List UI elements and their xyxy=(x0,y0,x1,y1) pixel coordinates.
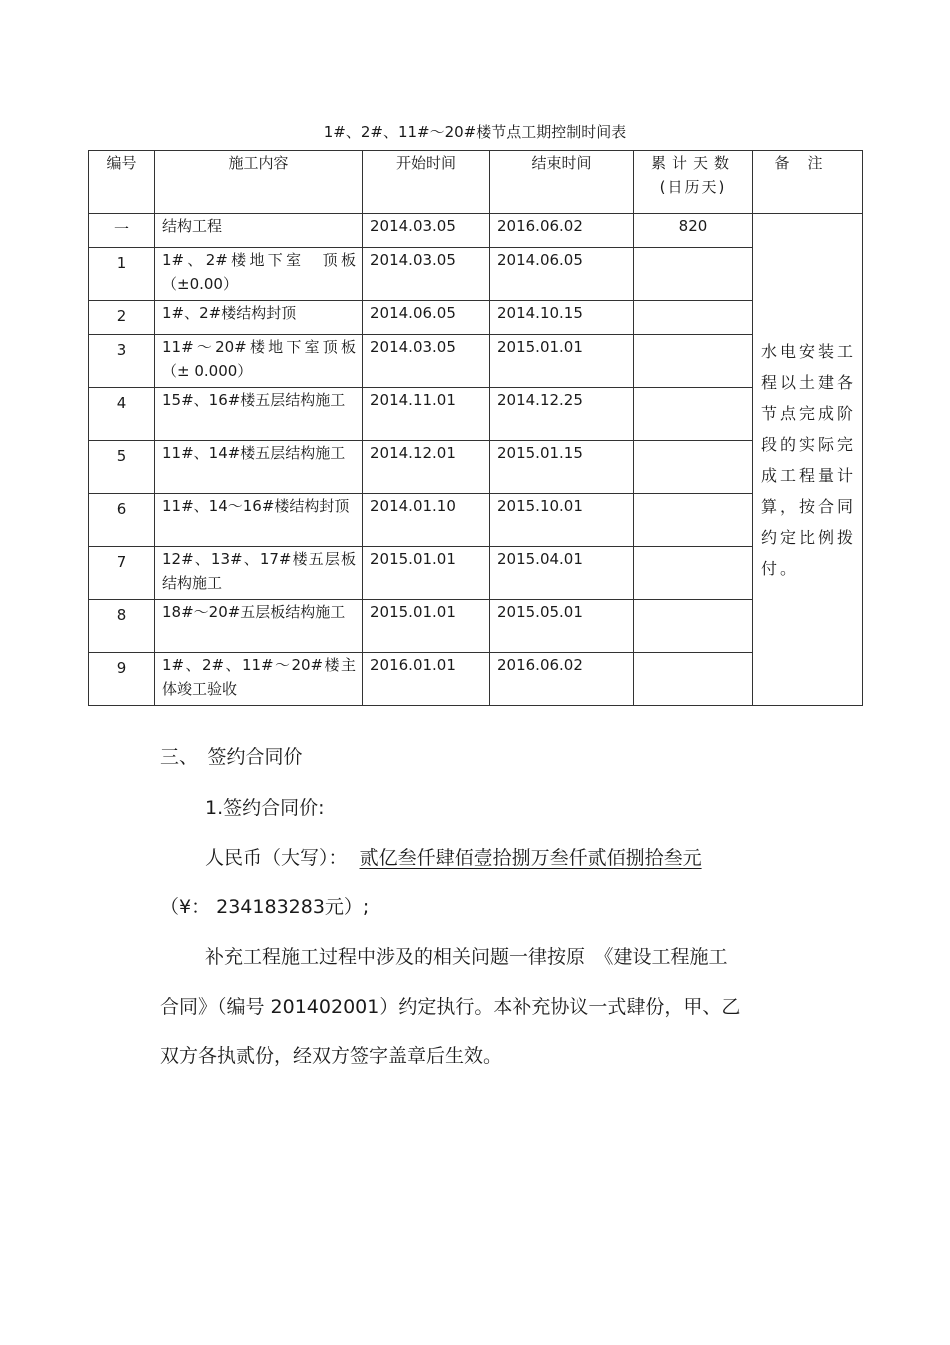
rmb-amount-in-words: 贰亿叁仟肆佰壹拾捌万叁仟贰佰捌拾叁元 xyxy=(359,847,702,869)
note-cell: 水电安装工程以土建各节点完成阶段的实际完成工程量计算，按合同约定比例拨付。 xyxy=(753,214,863,706)
rmb-line xyxy=(205,845,702,871)
section-heading: 三、 签约合同价 xyxy=(160,746,303,768)
row-no: 4 xyxy=(89,388,155,441)
row-no: 5 xyxy=(89,441,155,494)
row-end: 2016.06.02 xyxy=(490,653,634,706)
header-task: 施工内容 xyxy=(155,151,363,214)
table-row xyxy=(89,547,863,600)
row-start: 2015.01.01 xyxy=(363,600,490,653)
row-days xyxy=(634,301,753,335)
table-row xyxy=(89,600,863,653)
row-task: 11#、14～16#楼结构封顶 xyxy=(155,494,363,547)
row-days xyxy=(634,600,753,653)
table-row xyxy=(89,653,863,706)
row-no: 8 xyxy=(89,600,155,653)
row-task: 11#、14#楼五层结构施工 xyxy=(155,441,363,494)
row-start: 2014.11.01 xyxy=(363,388,490,441)
row-start: 2014.01.10 xyxy=(363,494,490,547)
row-no: 3 xyxy=(89,335,155,388)
body-line-2: 合同》（编号 201402001）约定执行。本补充协议一式肆份，甲、乙 xyxy=(160,996,741,1018)
header-start: 开始时间 xyxy=(363,151,490,214)
row-days xyxy=(634,388,753,441)
row-no: 1 xyxy=(89,248,155,301)
row-start: 2016.01.01 xyxy=(363,653,490,706)
row-task: 18#～20#五层板结构施工 xyxy=(155,600,363,653)
row-start: 2014.03.05 xyxy=(363,214,490,248)
row-end: 2015.01.15 xyxy=(490,441,634,494)
row-task: 11#～20#楼地下室顶板（± 0.000） xyxy=(155,335,363,388)
row-end: 2014.06.05 xyxy=(490,248,634,301)
row-days: 820 xyxy=(634,214,753,248)
row-no: 9 xyxy=(89,653,155,706)
table-row xyxy=(89,301,863,335)
row-end: 2015.04.01 xyxy=(490,547,634,600)
table-row xyxy=(89,248,863,301)
table-row xyxy=(89,441,863,494)
body-line-3: 双方各执贰份，经双方签字盖章后生效。 xyxy=(160,1045,503,1067)
row-task: 15#、16#楼五层结构施工 xyxy=(155,388,363,441)
row-days xyxy=(634,335,753,388)
row-start: 2014.03.05 xyxy=(363,248,490,301)
header-days-sub: (日历天) xyxy=(659,178,727,196)
table-header-row xyxy=(89,151,863,214)
row-days xyxy=(634,653,753,706)
row-task: 12#、13#、17#楼五层板结构施工 xyxy=(155,547,363,600)
row-no: 2 xyxy=(89,301,155,335)
row-no: 6 xyxy=(89,494,155,547)
amount-figures: （¥： 234183283元）; xyxy=(160,896,370,918)
body-line-1: 补充工程施工过程中涉及的相关问题一律按原 《建设工程施工 xyxy=(205,946,728,968)
row-task: 1#、2#楼地下室 顶板（±0.00） xyxy=(155,248,363,301)
table-row xyxy=(89,388,863,441)
rmb-label: 人民币（大写）： xyxy=(205,847,348,869)
table-row xyxy=(89,335,863,388)
row-days xyxy=(634,494,753,547)
row-no: 一 xyxy=(89,214,155,248)
contract-price-subheading: 1.签约合同价: xyxy=(205,797,325,819)
row-start: 2014.03.05 xyxy=(363,335,490,388)
row-task: 1#、2#楼结构封顶 xyxy=(155,301,363,335)
table-title: 1#、2#、11#～20#楼节点工期控制时间表 xyxy=(323,123,627,141)
table-row xyxy=(89,214,863,248)
row-start: 2014.12.01 xyxy=(363,441,490,494)
row-start: 2015.01.01 xyxy=(363,547,490,600)
row-no: 7 xyxy=(89,547,155,600)
header-note: 备注 xyxy=(753,151,863,214)
row-task: 1#、2#、11#～20#楼主体竣工验收 xyxy=(155,653,363,706)
row-end: 2016.06.02 xyxy=(490,214,634,248)
header-end: 结束时间 xyxy=(490,151,634,214)
header-days-label: 累计天数 xyxy=(650,154,735,172)
row-days xyxy=(634,547,753,600)
row-days xyxy=(634,441,753,494)
row-days xyxy=(634,248,753,301)
header-no: 编号 xyxy=(89,151,155,214)
table-row xyxy=(89,494,863,547)
row-end: 2015.01.01 xyxy=(490,335,634,388)
row-end: 2015.05.01 xyxy=(490,600,634,653)
row-task: 结构工程 xyxy=(155,214,363,248)
row-start: 2014.06.05 xyxy=(363,301,490,335)
row-end: 2014.12.25 xyxy=(490,388,634,441)
schedule-table xyxy=(88,150,863,706)
header-days xyxy=(634,151,753,214)
row-end: 2014.10.15 xyxy=(490,301,634,335)
row-end: 2015.10.01 xyxy=(490,494,634,547)
